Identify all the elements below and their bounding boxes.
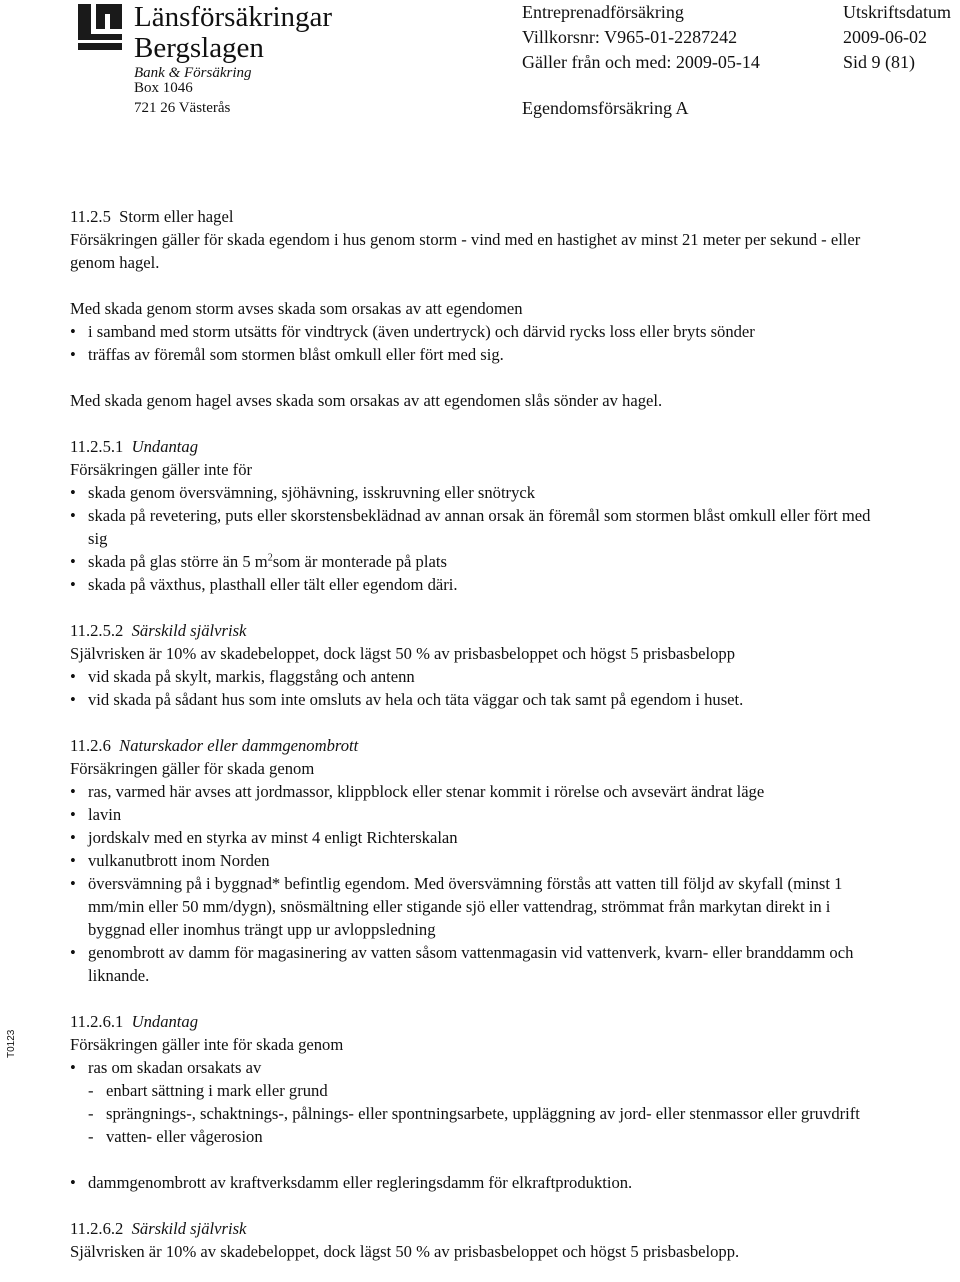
dash-list (70, 1079, 890, 1148)
list-item: - sprängnings-, schaktnings-, pålnings- eller spontningsarbete, uppläggning av jord- eller stenmassor eller gruvdrift (88, 1102, 890, 1125)
list-item: • vid skada på sådant hus som inte omsluts av hela och täta väggar och tak samt på egendom i huset. (70, 688, 890, 711)
list-item: • vid skada på skylt, markis, flaggstång och antenn (70, 665, 890, 688)
bullet-list (70, 320, 890, 366)
section-heading: 11.2.6.2 Särskild självrisk (70, 1219, 247, 1238)
section-heading: 11.2.5.1 Undantag (70, 437, 198, 456)
page-number: Sid 9 (81) (843, 52, 915, 72)
side-code: T0123 (6, 1029, 17, 1058)
print-date: 2009-06-02 (843, 27, 927, 47)
list-item: • skada på växthus, plasthall eller tält eller egendom däri. (70, 573, 890, 596)
list-item: • jordskalv med en styrka av minst 4 enligt Richterskalan (70, 826, 890, 849)
bullet-list (70, 1171, 890, 1194)
address-line1: Box 1046 (134, 80, 193, 96)
company-name (134, 2, 332, 82)
list-item: • vulkanutbrott inom Norden (70, 849, 890, 872)
page-header (0, 0, 960, 130)
list-item: - enbart sättning i mark eller grund (88, 1079, 890, 1102)
company-line1: Länsförsäkringar (134, 1, 333, 33)
valid-from: Gäller från och med: 2009-05-14 (522, 52, 760, 72)
policy-subtitle: Egendomsförsäkring A (522, 98, 689, 118)
section-heading: 11.2.6 Naturskador eller dammgenombrott (70, 736, 359, 755)
list-item: • ras, varmed här avses att jordmassor, klippblock eller stenar kommit i rörelse och avsevärt ändrat läge (70, 780, 890, 803)
list-item: • dammgenombrott av kraftverksdamm eller regleringsdamm för elkraftproduktion. (70, 1171, 890, 1194)
list-item: • i samband med storm utsätts för vindtryck (även undertryck) och därvid rycks loss eller bryts sönder (70, 320, 890, 343)
bullet-list (70, 665, 890, 711)
paragraph: Självrisken är 10% av skadebeloppet, dock lägst 50 % av prisbasbeloppet och högst 5 prisbasbelopp (70, 644, 735, 663)
policy-info (522, 0, 760, 118)
paragraph: Försäkringen gäller inte för skada genom (70, 1035, 344, 1054)
paragraph: Med skada genom hagel avses skada som orsakas av att egendomen slås sönder av hagel. (70, 391, 663, 410)
print-info (843, 0, 951, 75)
policy-type: Entreprenadförsäkring (522, 2, 684, 22)
list-item: • ras om skadan orsakats av (70, 1056, 890, 1079)
bullet-list (70, 780, 890, 987)
paragraph: Försäkringen gäller för skada egendom i hus genom storm - vind med en hastighet av minst 21 meter per sekund - eller genom hagel. (70, 230, 861, 272)
section-heading: 11.2.5.2 Särskild självrisk (70, 621, 247, 640)
list-item: • översvämning på i byggnad* befintlig egendom. Med översvämning förstås att vatten till följd av skyfall (minst 1 mm/min eller 50 mm/dygn), snösmältning eller stigande sjö eller vattendrag, strömmat från markytan direkt in i byggnad eller inomhus trängt upp ur avloppsledning (70, 872, 890, 941)
company-tagline: Bank & Försäkring (134, 65, 252, 81)
list-item: - vatten- eller vågerosion (88, 1125, 890, 1148)
list-item: • träffas av föremål som stormen blåst omkull eller fört med sig. (70, 343, 890, 366)
list-item: • lavin (70, 803, 890, 826)
print-date-label: Utskriftsdatum (843, 2, 951, 22)
company-address (134, 78, 230, 118)
list-item: • skada på glas större än 5 $m^2som$ är monterade på plats (70, 550, 890, 573)
list-item: • skada på revetering, puts eller skorstensbeklädnad av annan orsak än föremål som stormen blåst omkull eller fört med sig (70, 504, 890, 550)
document-body (70, 205, 890, 1263)
bullet-list (70, 1056, 890, 1079)
section-heading: 11.2.5 Storm eller hagel (70, 207, 234, 226)
company-line2: Bergslagen (134, 32, 264, 64)
bullet-list (70, 481, 890, 596)
paragraph: Med skada genom storm avses skada som orsakas av att egendomen (70, 299, 523, 318)
policy-number: Villkorsnr: V965-01-2287242 (522, 27, 738, 47)
paragraph: Självrisken är 10% av skadebeloppet, dock lägst 50 % av prisbasbeloppet och högst 5 prisbasbelopp. (70, 1242, 740, 1261)
address-line2: 721 26 Västerås (134, 100, 231, 116)
lansforsakringar-logo-icon (78, 4, 122, 50)
section-heading: 11.2.6.1 Undantag (70, 1012, 198, 1031)
paragraph: Försäkringen gäller för skada genom (70, 759, 315, 778)
list-item: • skada genom översvämning, sjöhävning, isskruvning eller snötryck (70, 481, 890, 504)
paragraph: Försäkringen gäller inte för (70, 460, 253, 479)
list-item: • genombrott av damm för magasinering av vatten såsom vattenmagasin vid vattenverk, kvarn- eller branddamm och liknande. (70, 941, 890, 987)
